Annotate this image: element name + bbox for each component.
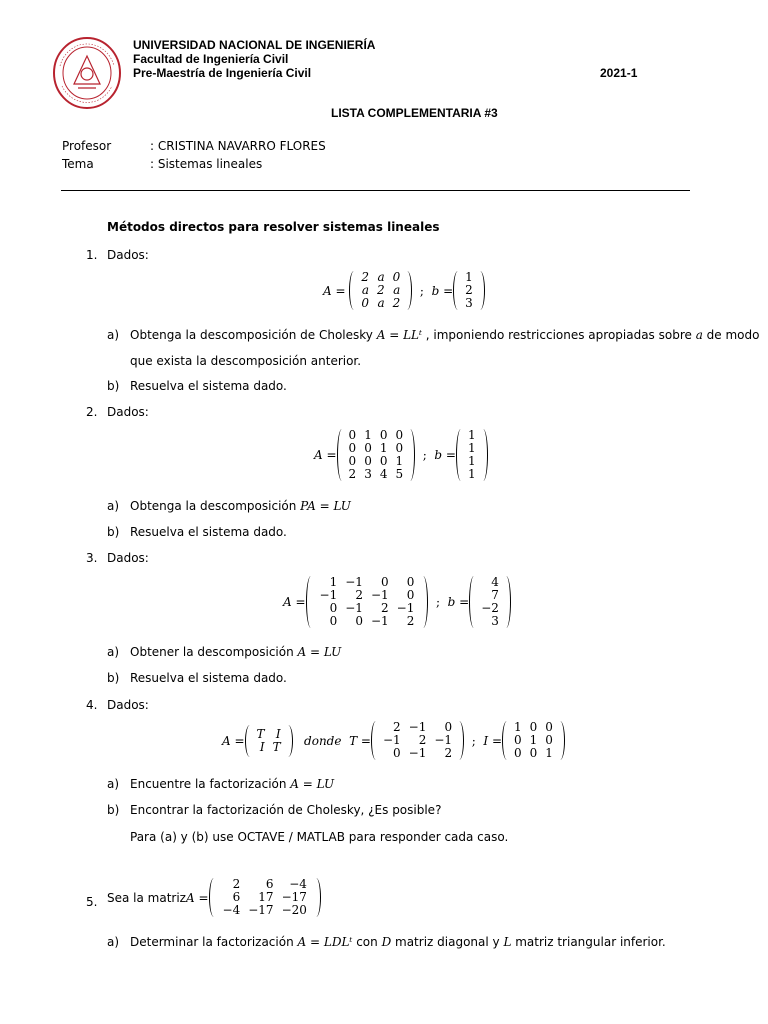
matrix-entry: 1 [329,575,338,589]
matrix-entry: 1 [467,428,476,442]
matrix-row [464,468,480,481]
faculty-name: Facultad de Ingeniería Civil [133,52,289,66]
problem-5-intro: Sea la matriz [107,890,186,905]
matrix-entry: 2 [232,877,241,891]
problem-2-equation: A = 0 1 0 0 0 0 1 0 0 0 0 1 2 3 4 5 ; b = 1 1 1 1 [314,429,488,481]
matrix-entry: 1 [467,441,476,455]
matrix-row [477,602,503,615]
matrix-entry: −1 [434,733,453,747]
matrix-entry: 2 [381,601,389,615]
problem-1b-text: Resuelva el sistema dado. [130,379,287,393]
problem-4b-label: b) [107,803,120,817]
matrix-entry: 0 [364,441,372,455]
divider [61,190,690,191]
problem-1-equation: A = 2 a 0 a 2 a 0 a 2 ; b = 1 2 3 [323,271,485,310]
matrix-entry: 2 [465,283,473,297]
matrix-entry: 2 [361,270,369,284]
matrix-entry: 0 [379,454,388,468]
matrix-row [219,904,311,917]
matrix-entry: 0 [329,601,338,615]
matrix-entry: T [256,726,265,741]
matrix-entry: 5 [395,467,404,481]
matrix-entry: 1 [467,467,476,481]
problem-4-note: Para (a) y (b) use OCTAVE / MATLAB para responder cada caso. [130,830,509,844]
problem-3b-text: Resuelva el sistema dado. [130,671,287,685]
problem-3-equation: A = 1 −1 0 0 −1 2 −1 0 0 −1 2 −1 0 0 −1 2 ; b = 4 7 −2 3 [283,576,511,628]
matrix-entry: T [272,739,281,754]
matrix-entry: 0 [381,575,389,589]
matrix-entry: 0 [514,746,522,760]
matrix-entry: −17 [281,890,307,904]
matrix-entry: 0 [514,733,522,747]
problem-5-equation: Sea la matriz A = 2 6 −4 6 17 −17 −4 −17 −20 [107,878,321,917]
matrix-entry: 0 [395,441,404,455]
matrix-row [345,468,408,481]
matrix-entry: 17 [258,890,274,904]
matrix-A [349,271,412,310]
matrix-entry: 0 [355,614,363,628]
matrix-entry: 2 [406,614,415,628]
matrix-row [316,615,419,628]
donde-word: donde [304,733,342,748]
matrix-entry: −1 [382,733,401,747]
problem-2a-text: Obtenga la descomposición PA = LU [130,499,351,513]
matrix-entry: 1 [545,746,553,760]
matrix-entry: 3 [364,467,372,481]
matrix-entry: 4 [379,467,388,481]
matrix-entry: −1 [319,588,338,602]
matrix-entry: 0 [444,720,453,734]
matrix-entry: −4 [222,903,241,917]
problem-4-intro: Dados: [107,698,149,712]
matrix-A [337,429,416,481]
matrix-entry: 1 [514,720,522,734]
matrix-entry: 1 [467,454,476,468]
problem-5a-text: Determinar la factorización A = LDLᵗ con D matriz diagonal y L matriz triangular inferior. [130,935,666,949]
matrix-entry: 1 [379,441,388,455]
vector-b [469,576,511,628]
matrix-entry: 1 [364,428,372,442]
problem-3b-label: b) [107,671,120,685]
matrix-entry: 0 [393,746,401,760]
matrix-entry: 0 [361,296,369,310]
matrix-entry: 1 [529,733,538,747]
matrix-entry: 3 [491,614,499,628]
matrix-entry: a [361,283,369,297]
matrix-entry: 2 [418,733,427,747]
matrix-row [357,297,404,310]
problem-3-intro: Dados: [107,551,149,565]
university-seal-logo [52,36,122,110]
matrix-entry: 0 [364,454,372,468]
matrix-entry: 2 [377,283,385,297]
problem-4a-text: Encuentre la factorización A = LU [130,777,335,791]
problem-2b-label: b) [107,525,120,539]
matrix-entry: −1 [345,575,363,589]
matrix-entry: 6 [232,890,241,904]
matrix-I [502,721,565,760]
matrix-entry: −20 [281,903,307,917]
problem-3a-label: a) [107,645,120,659]
section-title: Métodos directos para resolver sistemas lineales [107,220,440,234]
matrix-entry: 0 [348,454,357,468]
matrix-T [371,721,464,760]
matrix-entry: 0 [348,428,357,442]
matrix-row [510,747,557,760]
matrix-row [253,728,285,741]
matrix-entry: 0 [329,614,338,628]
matrix-entry: 4 [491,575,499,589]
problem-1a-text-line2: que exista la descomposición anterior. [130,354,362,368]
matrix-entry: 0 [406,575,415,589]
matrix-entry: 3 [465,296,473,310]
matrix-row [461,297,477,310]
term: 2021-1 [600,66,638,80]
matrix-entry: a [393,283,401,297]
problem-2-number: 2. [86,405,98,419]
vector-b [456,429,488,481]
matrix-entry: I [259,739,265,754]
matrix-entry: −1 [408,746,427,760]
matrix-row [477,615,503,628]
matrix-entry: I [275,726,281,741]
matrix-entry: 2 [444,746,453,760]
matrix-entry: 0 [545,733,553,747]
problem-4b-text: Encontrar la factorización de Cholesky, ¿Es posible? [130,803,442,817]
matrix-entry: 0 [529,746,538,760]
matrix-entry: 1 [465,270,473,284]
matrix-entry: 0 [529,720,538,734]
profesor-value: : CRISTINA NAVARRO FLORES [150,139,326,153]
problem-2a-label: a) [107,499,120,513]
problem-3-number: 3. [86,551,98,565]
matrix-entry: 0 [379,428,388,442]
profesor-label: Profesor [62,139,112,153]
matrix-entry: −1 [345,601,363,615]
matrix-entry: −2 [481,601,499,615]
problem-4-number: 4. [86,698,98,712]
matrix-A [306,576,429,628]
problem-1a-text: Obtenga la descomposición de Cholesky A = LLᵗ , imponiendo restricciones apropiadas sobre a de modo [130,328,760,342]
matrix-entry: 2 [355,588,363,602]
matrix-row [253,741,285,754]
matrix-entry: 2 [348,467,357,481]
matrix-entry: 0 [392,270,401,284]
matrix-entry: −17 [248,903,274,917]
vector-b [453,271,485,310]
problem-2-intro: Dados: [107,405,149,419]
problem-1a-label: a) [107,328,120,342]
matrix-entry: 2 [392,296,401,310]
block-matrix-A [245,725,293,757]
document-title: LISTA COMPLEMENTARIA #3 [331,106,498,120]
matrix-entry: −1 [396,601,415,615]
matrix-entry: −1 [370,614,389,628]
matrix-entry: 6 [265,877,274,891]
matrix-row [477,576,503,589]
program-name: Pre-Maestría de Ingeniería Civil [133,66,312,80]
problem-2b-text: Resuelva el sistema dado. [130,525,287,539]
matrix-entry: a [377,296,385,310]
matrix-row [379,747,456,760]
university-name: UNIVERSIDAD NACIONAL DE INGENIERÍA [133,38,376,52]
matrix-entry: 0 [395,428,404,442]
problem-5-number: 5. [86,895,98,909]
tema-label: Tema [62,157,94,171]
matrix-entry: −1 [408,720,427,734]
matrix-entry: −4 [289,877,307,891]
problem-4-equation: A = T I I T donde T = 2 −1 0 −1 2 −1 0 −1 2 ; I = 1 0 0 0 1 0 0 0 1 [222,721,565,760]
problem-1b-label: b) [107,379,120,393]
matrix-entry: 0 [348,441,357,455]
problem-1-intro: Dados: [107,248,149,262]
problem-3a-text: Obtener la descomposición A = LU [130,645,342,659]
matrix-entry: 2 [393,720,401,734]
tema-value: : Sistemas lineales [150,157,263,171]
problem-5a-label: a) [107,935,120,949]
matrix-entry: a [377,270,385,284]
matrix-entry: 0 [406,588,415,602]
matrix-entry: −1 [370,588,389,602]
matrix-entry: 0 [545,720,553,734]
problem-4a-label: a) [107,777,120,791]
problem-1-number: 1. [86,248,98,262]
matrix-A [209,878,321,917]
matrix-entry: 1 [395,454,404,468]
matrix-entry: 7 [491,588,499,602]
